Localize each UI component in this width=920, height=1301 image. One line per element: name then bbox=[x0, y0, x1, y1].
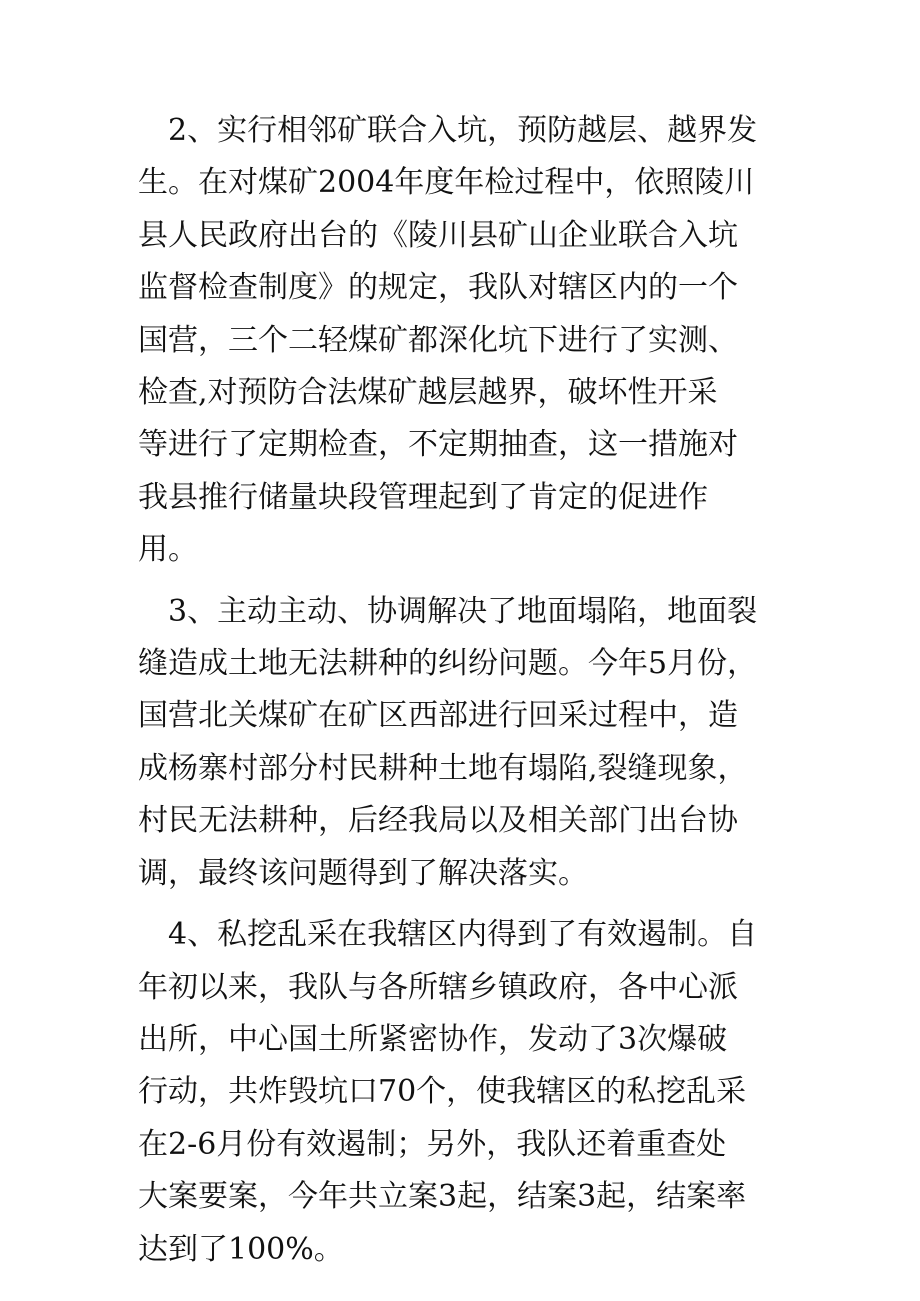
text-line: 等进行了定期检查，不定期抽查，这一措施对 bbox=[138, 427, 738, 463]
text-line: 2、实行相邻矿联合入坑，预防越层、越界发 bbox=[168, 113, 758, 148]
text-line: 国营北关煤矿在矿区西部进行回采过程中，造 bbox=[138, 698, 738, 734]
text-line: 我县推行储量块段管理起到了肯定的促进作 bbox=[138, 479, 708, 515]
text-line: 在2-6月份有效遏制；另外，我队还着重查处 bbox=[138, 1126, 727, 1162]
text-line: 检查,对预防合法煤矿越层越界，破坏性开采 bbox=[138, 375, 718, 411]
text-line: 达到了100%。 bbox=[138, 1231, 344, 1267]
text-line: 4、私挖乱采在我辖区内得到了有效遏制。自 bbox=[168, 917, 758, 953]
text-line: 行动，共炸毁坑口70个，使我辖区的私挖乱采 bbox=[138, 1074, 747, 1110]
text-line: 调，最终该问题得到了解决落实。 bbox=[138, 855, 588, 891]
text-line: 生。在对煤矿2004年度年检过程中，依照陵川 bbox=[138, 165, 755, 201]
text-line: 监督检查制度》的规定，我队对辖区内的一个 bbox=[138, 270, 738, 306]
paragraph-item-4 bbox=[138, 909, 798, 1276]
paragraph-item-3 bbox=[138, 586, 798, 900]
text-line: 缝造成土地无法耕种的纠纷问题。今年5月份， bbox=[138, 646, 758, 682]
text-line: 3、主动主动、协调解决了地面塌陷，地面裂 bbox=[168, 593, 758, 629]
text-line: 大案要案，今年共立案3起，结案3起，结案率 bbox=[138, 1179, 747, 1215]
text-line: 年初以来，我队与各所辖乡镇政府，各中心派 bbox=[138, 969, 738, 1005]
text-line: 用。 bbox=[138, 532, 198, 568]
text-line: 成杨寨村部分村民耕种土地有塌陷,裂缝现象， bbox=[138, 750, 748, 786]
text-line: 出所，中心国土所紧密协作，发动了3次爆破 bbox=[138, 1021, 728, 1057]
paragraph-item-2 bbox=[138, 105, 798, 577]
text-line: 县人民政府出台的《陵川县矿山企业联合入坑 bbox=[138, 217, 738, 253]
document-body bbox=[138, 105, 798, 1276]
text-line: 国营，三个二轻煤矿都深化坑下进行了实测、 bbox=[138, 322, 738, 358]
text-line: 村民无法耕种，后经我局以及相关部门出台协 bbox=[138, 803, 738, 839]
